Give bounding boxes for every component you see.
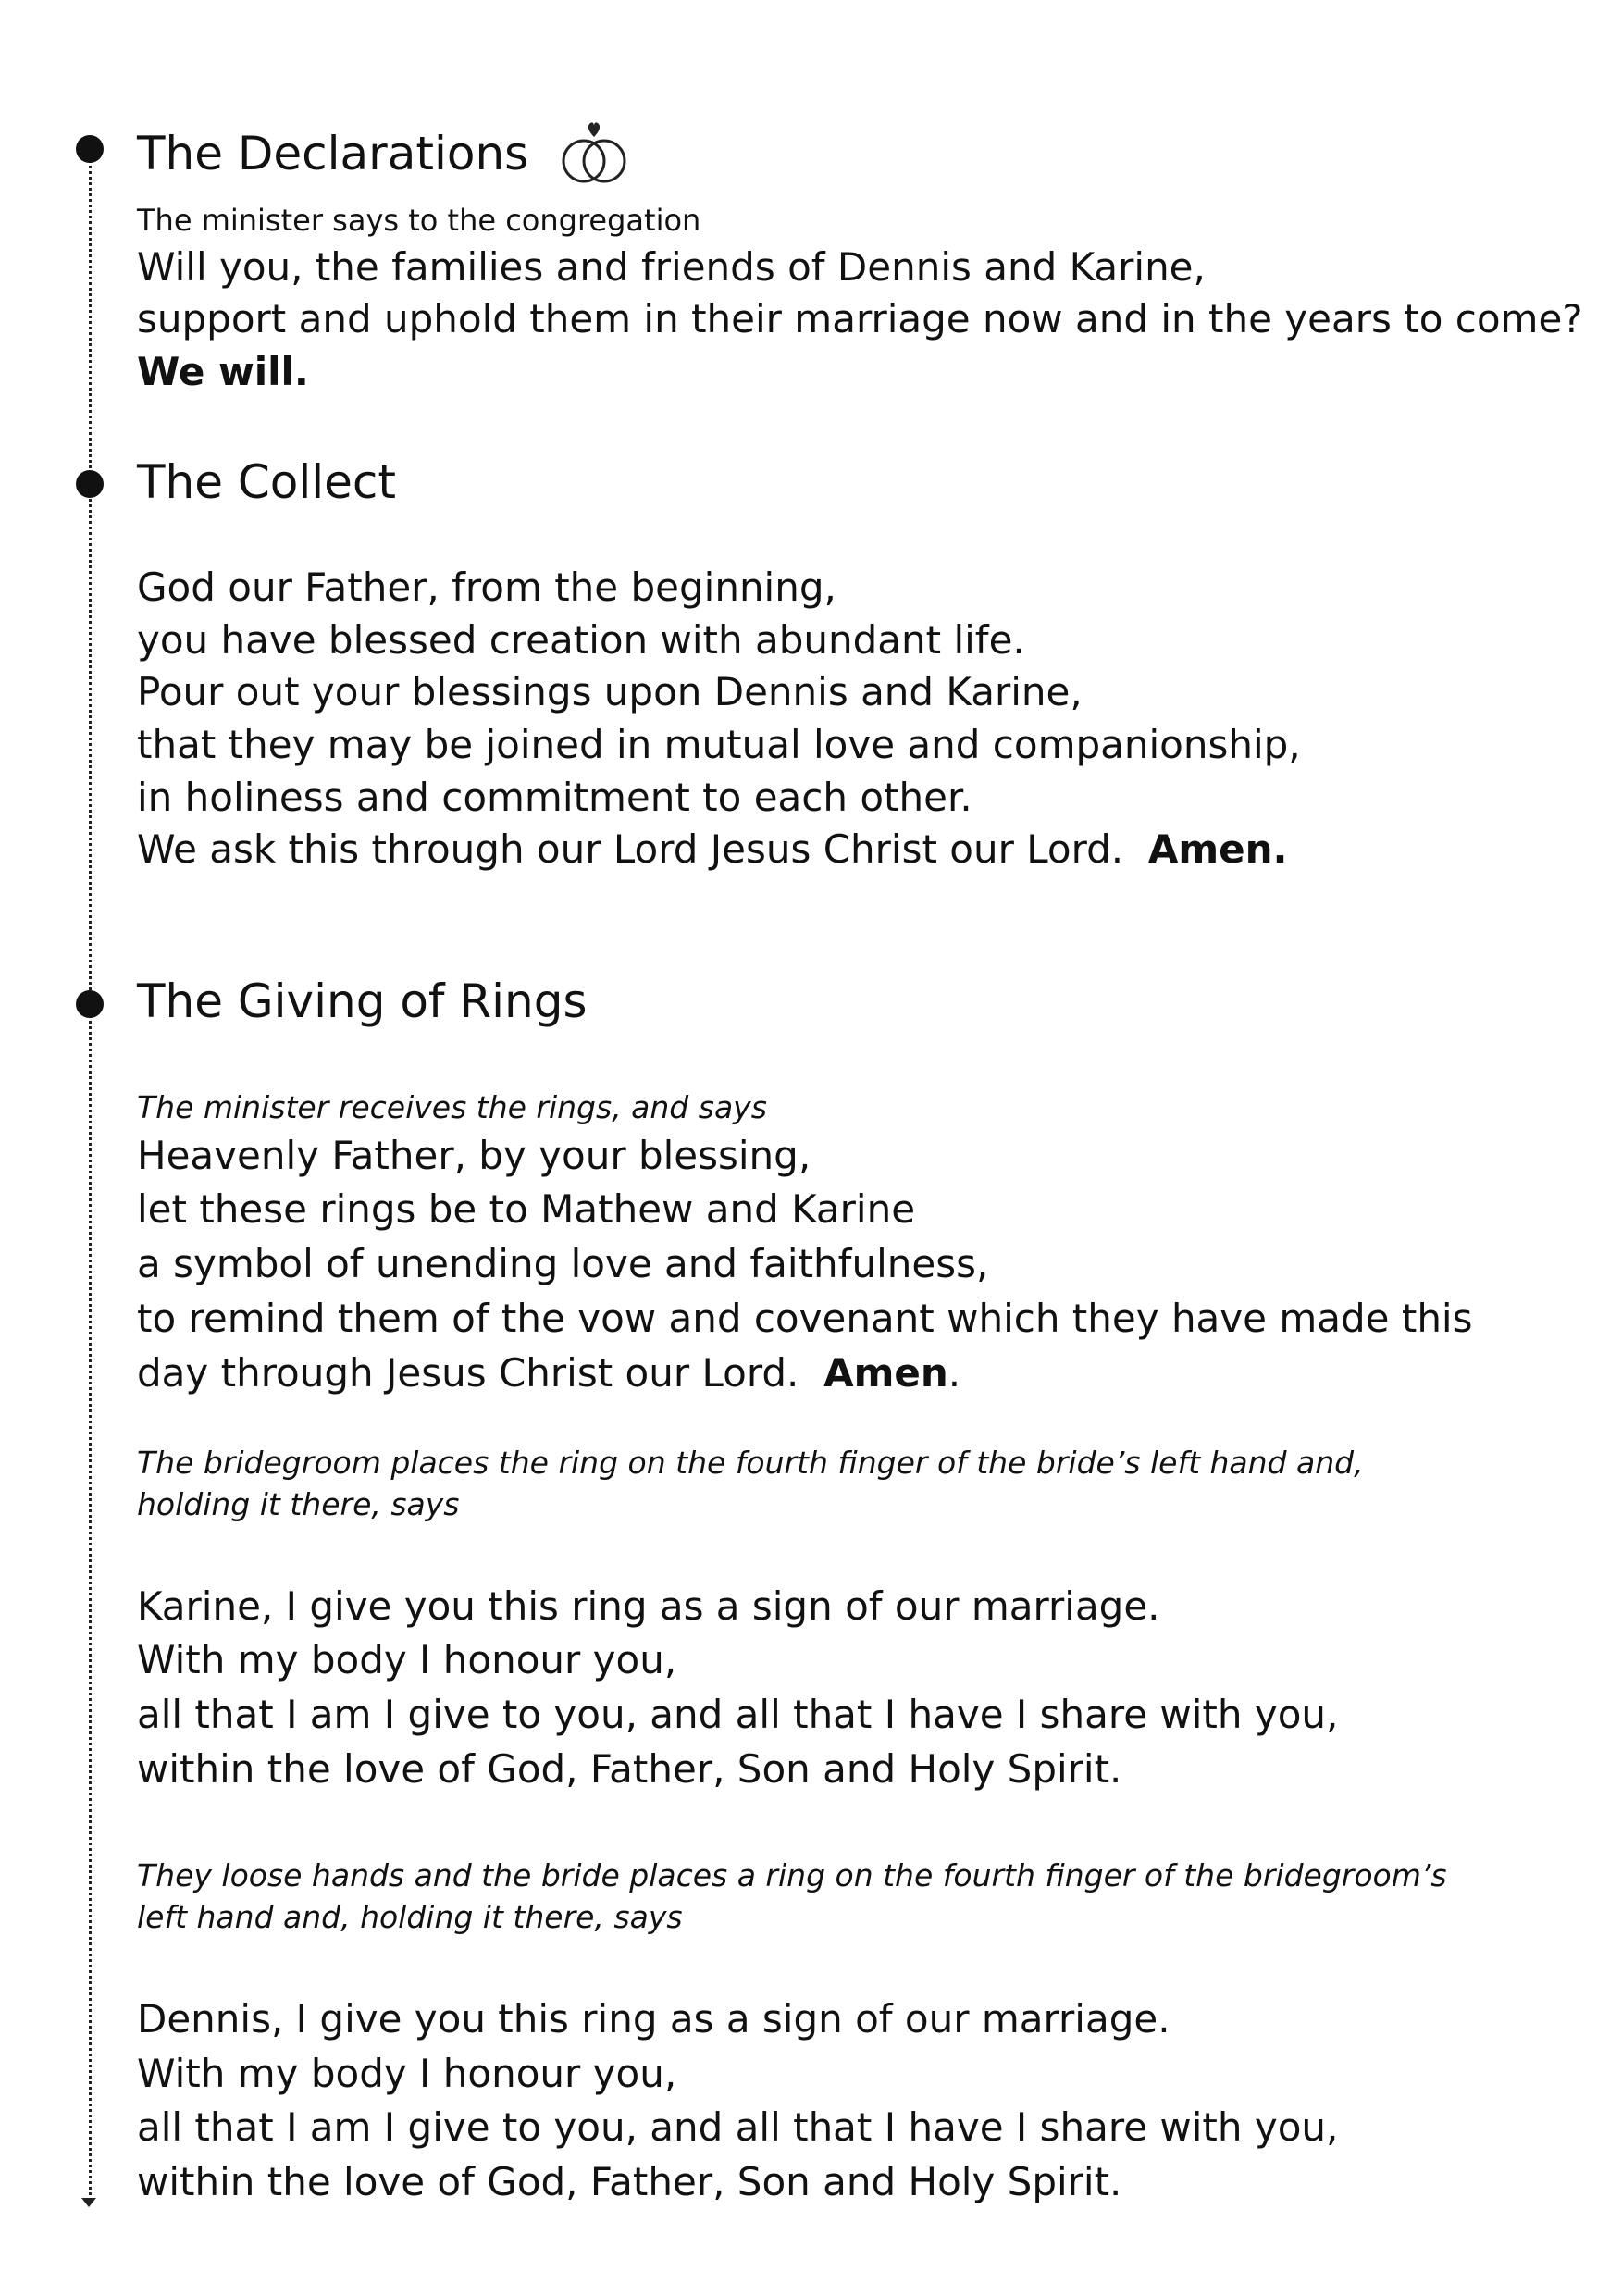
timeline-dot-collect — [76, 470, 104, 498]
collect-text — [137, 562, 1580, 876]
amen-response: Amen — [823, 1349, 948, 1396]
wedding-rings-icon — [556, 120, 632, 187]
text-line: Heavenly Father, by your blessing, — [137, 1132, 811, 1178]
text-line: With my body I honour you, — [137, 1637, 677, 1683]
timeline-dot-declarations — [76, 135, 104, 163]
text-line: With my body I honour you, — [137, 2050, 677, 2096]
text-line: Will you, the families and friends of Dennis and Karine, — [137, 243, 1206, 290]
prayer-period: . — [947, 1349, 961, 1396]
timeline-line — [89, 148, 92, 2203]
declarations-section — [137, 120, 1583, 399]
text-line: Dennis, I give you this ring as a sign of our marriage. — [137, 1995, 1170, 2042]
declarations-heading — [137, 120, 1580, 187]
congregation-response: We will. — [137, 349, 309, 395]
rings-heading — [137, 976, 1580, 1027]
prayer-last-line: day through Jesus Christ our Lord. — [137, 1349, 799, 1396]
rings-title: The Giving of Rings — [137, 974, 588, 1028]
text-line: to remind them of the vow and covenant which they have made this — [137, 1295, 1473, 1341]
text-line: Pour out your blessings upon Dennis and Karine, — [137, 669, 1083, 715]
text-line — [137, 824, 1580, 876]
bridegroom-note: The bridegroom places the ring on the fourth finger of the bride’s left hand and, holding it there, says — [137, 1444, 1364, 1523]
bridegroom-vow — [137, 1580, 1580, 1797]
bride-vow — [137, 1992, 1580, 2210]
prayer-note: The minister receives the rings, and says — [137, 1089, 767, 1125]
text-line: you have blessed creation with abundant life. — [137, 616, 1025, 663]
timeline-dot-rings — [76, 990, 104, 1018]
collect-section — [137, 457, 1580, 876]
declarations-note: The minister says to the congregation — [137, 203, 701, 238]
collect-title: The Collect — [137, 455, 397, 509]
text-line: in holiness and commitment to each other. — [137, 774, 972, 820]
text-line: within the love of God, Father, Son and Holy Spirit. — [137, 2159, 1122, 2205]
text-line: a symbol of unending love and faithfulness, — [137, 1241, 989, 1287]
text-line: God our Father, from the beginning, — [137, 565, 836, 610]
text-line: support and uphold them in their marriage now and in the years to come? — [137, 296, 1583, 342]
text-line: all that I am I give to you, and all that I have I share with you, — [137, 1692, 1339, 1738]
timeline-arrow-icon — [81, 2198, 96, 2207]
collect-last-line: We ask this through our Lord Jesus Christ our Lord. — [137, 826, 1124, 873]
text-line: let these rings be to Mathew and Karine — [137, 1186, 916, 1233]
declarations-text — [137, 242, 1583, 399]
text-line: all that I am I give to you, and all that I have I share with you, — [137, 2104, 1339, 2151]
text-line — [137, 1347, 1580, 1401]
collect-heading — [137, 457, 1580, 508]
amen-response: Amen. — [1147, 826, 1288, 873]
text-line: Karine, I give you this ring as a sign of our marriage. — [137, 1582, 1160, 1629]
bride-note: They loose hands and the bride places a ring on the fourth finger of the bridegroom’s left hand and, holding it there, says — [137, 1856, 1447, 1936]
ring-prayer-text — [137, 1129, 1580, 1401]
rings-section — [137, 976, 1580, 2210]
declarations-title: The Declarations — [137, 126, 529, 180]
text-line: within the love of God, Father, Son and Holy Spirit. — [137, 1745, 1122, 1792]
text-line: that they may be joined in mutual love and companionship, — [137, 722, 1301, 768]
